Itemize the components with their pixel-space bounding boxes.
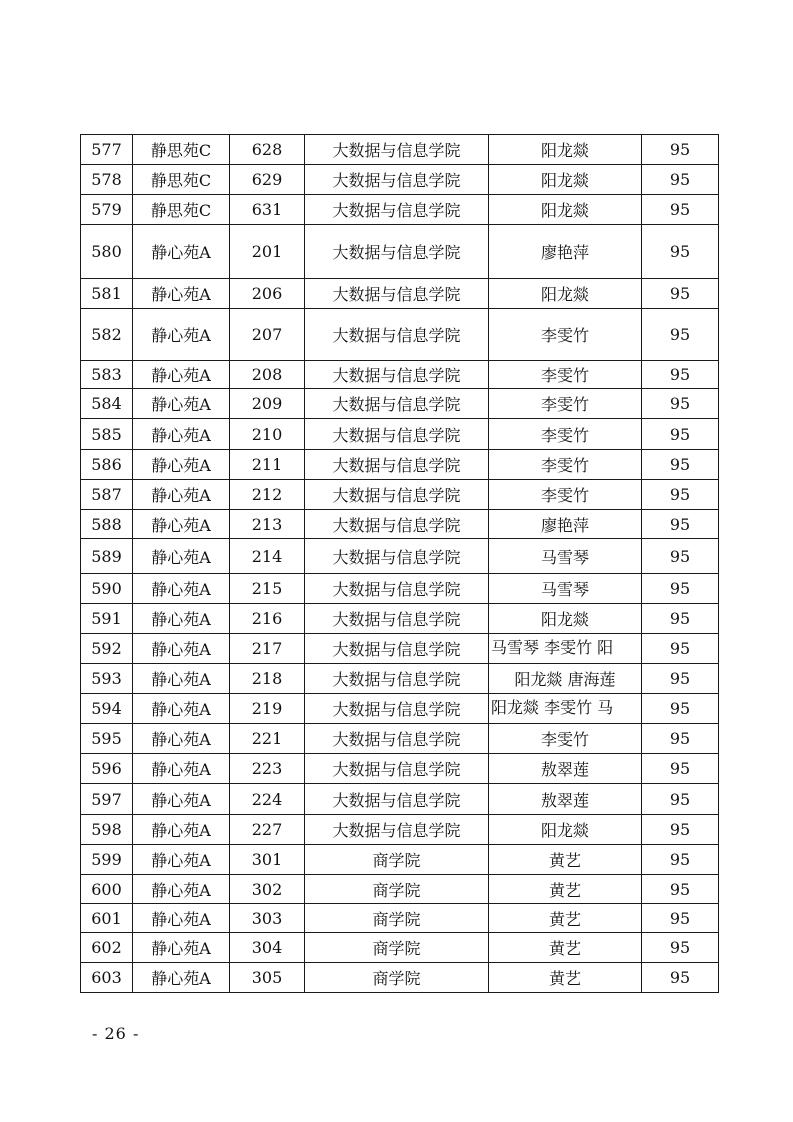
cell-college: 商学院	[305, 845, 489, 875]
cell-building: 静心苑A	[133, 904, 230, 933]
cell-name: 廖艳萍	[489, 225, 642, 279]
cell-building: 静心苑A	[133, 724, 230, 754]
cell-name: 阳龙燚	[489, 135, 642, 165]
cell-building: 静心苑A	[133, 604, 230, 634]
cell-score: 95	[642, 419, 719, 450]
table-row	[81, 389, 719, 419]
cell-room: 213	[230, 510, 305, 539]
cell-building: 静心苑A	[133, 963, 230, 993]
cell-college: 大数据与信息学院	[305, 480, 489, 510]
cell-building: 静心苑A	[133, 933, 230, 963]
cell-room: 304	[230, 933, 305, 963]
cell-college: 大数据与信息学院	[305, 664, 489, 694]
cell-name: 阳龙燚	[489, 279, 642, 309]
cell-name: 阳龙燚	[489, 165, 642, 195]
cell-room: 214	[230, 539, 305, 574]
table-row	[81, 784, 719, 815]
table-row	[81, 309, 719, 361]
cell-number: 587	[81, 480, 133, 510]
table-row	[81, 875, 719, 904]
cell-college: 大数据与信息学院	[305, 815, 489, 845]
cell-name: 阳龙燚	[489, 604, 642, 634]
cell-score: 95	[642, 963, 719, 993]
table-row	[81, 963, 719, 993]
cell-name: 阳龙燚	[489, 195, 642, 225]
cell-room: 224	[230, 784, 305, 815]
table-row	[81, 195, 719, 225]
table-row	[81, 815, 719, 845]
cell-number: 583	[81, 361, 133, 389]
cell-score: 95	[642, 604, 719, 634]
cell-building: 静心苑A	[133, 450, 230, 480]
table-row	[81, 165, 719, 195]
cell-room: 628	[230, 135, 305, 165]
cell-score: 95	[642, 279, 719, 309]
cell-room: 221	[230, 724, 305, 754]
cell-number: 590	[81, 574, 133, 604]
cell-room: 219	[230, 694, 305, 724]
cell-number: 600	[81, 875, 133, 904]
table-row	[81, 279, 719, 309]
cell-building: 静心苑A	[133, 510, 230, 539]
cell-building: 静心苑A	[133, 225, 230, 279]
cell-building: 静思苑C	[133, 135, 230, 165]
cell-number: 603	[81, 963, 133, 993]
cell-score: 95	[642, 539, 719, 574]
table-row	[81, 664, 719, 694]
cell-score: 95	[642, 664, 719, 694]
cell-building: 静心苑A	[133, 754, 230, 784]
cell-college: 大数据与信息学院	[305, 450, 489, 480]
cell-name: 李雯竹	[489, 309, 642, 361]
cell-name: 阳龙燚 唐海莲	[489, 664, 642, 694]
cell-room: 301	[230, 845, 305, 875]
cell-college: 商学院	[305, 875, 489, 904]
cell-building: 静心苑A	[133, 664, 230, 694]
cell-number: 579	[81, 195, 133, 225]
cell-name: 敖翠莲	[489, 784, 642, 815]
cell-name: 马雪琴	[489, 539, 642, 574]
cell-number: 581	[81, 279, 133, 309]
cell-college: 大数据与信息学院	[305, 539, 489, 574]
cell-college: 大数据与信息学院	[305, 694, 489, 724]
table-row	[81, 634, 719, 664]
cell-college: 大数据与信息学院	[305, 754, 489, 784]
cell-name: 马雪琴	[489, 574, 642, 604]
cell-name: 黄艺	[489, 875, 642, 904]
cell-score: 95	[642, 784, 719, 815]
cell-name: 李雯竹	[489, 480, 642, 510]
cell-room: 211	[230, 450, 305, 480]
cell-room: 217	[230, 634, 305, 664]
cell-college: 大数据与信息学院	[305, 135, 489, 165]
cell-number: 578	[81, 165, 133, 195]
cell-name: 李雯竹	[489, 450, 642, 480]
cell-name: 李雯竹	[489, 389, 642, 419]
cell-number: 591	[81, 604, 133, 634]
cell-score: 95	[642, 875, 719, 904]
cell-score: 95	[642, 510, 719, 539]
cell-number: 589	[81, 539, 133, 574]
cell-score: 95	[642, 165, 719, 195]
cell-college: 商学院	[305, 963, 489, 993]
cell-room: 209	[230, 389, 305, 419]
cell-room: 629	[230, 165, 305, 195]
cell-number: 585	[81, 419, 133, 450]
cell-building: 静思苑C	[133, 195, 230, 225]
cell-college: 大数据与信息学院	[305, 361, 489, 389]
cell-number: 594	[81, 694, 133, 724]
cell-room: 206	[230, 279, 305, 309]
cell-room: 303	[230, 904, 305, 933]
cell-name: 黄艺	[489, 963, 642, 993]
cell-score: 95	[642, 724, 719, 754]
cell-building: 静心苑A	[133, 694, 230, 724]
cell-room: 631	[230, 195, 305, 225]
inspection-table	[80, 134, 719, 993]
table-row	[81, 933, 719, 963]
cell-number: 602	[81, 933, 133, 963]
cell-building: 静心苑A	[133, 784, 230, 815]
cell-building: 静心苑A	[133, 574, 230, 604]
cell-college: 大数据与信息学院	[305, 510, 489, 539]
cell-room: 305	[230, 963, 305, 993]
cell-building: 静心苑A	[133, 845, 230, 875]
cell-number: 588	[81, 510, 133, 539]
cell-college: 大数据与信息学院	[305, 309, 489, 361]
table-row	[81, 694, 719, 724]
cell-number: 584	[81, 389, 133, 419]
cell-building: 静心苑A	[133, 361, 230, 389]
cell-room: 201	[230, 225, 305, 279]
cell-number: 596	[81, 754, 133, 784]
table-row	[81, 539, 719, 574]
table-row	[81, 419, 719, 450]
table-row	[81, 845, 719, 875]
cell-number: 595	[81, 724, 133, 754]
cell-building: 静心苑A	[133, 480, 230, 510]
cell-score: 95	[642, 361, 719, 389]
cell-name-text: 马雪琴 李雯竹 阳	[491, 637, 614, 657]
cell-score: 95	[642, 389, 719, 419]
cell-room: 207	[230, 309, 305, 361]
cell-college: 商学院	[305, 933, 489, 963]
cell-room: 208	[230, 361, 305, 389]
table-row	[81, 574, 719, 604]
cell-score: 95	[642, 309, 719, 361]
cell-room: 218	[230, 664, 305, 694]
cell-name	[489, 694, 642, 724]
cell-building: 静心苑A	[133, 815, 230, 845]
cell-college: 大数据与信息学院	[305, 574, 489, 604]
cell-building: 静思苑C	[133, 165, 230, 195]
cell-college: 大数据与信息学院	[305, 634, 489, 664]
cell-score: 95	[642, 815, 719, 845]
cell-building: 静心苑A	[133, 279, 230, 309]
cell-college: 大数据与信息学院	[305, 604, 489, 634]
cell-college: 大数据与信息学院	[305, 225, 489, 279]
cell-score: 95	[642, 574, 719, 604]
cell-college: 商学院	[305, 904, 489, 933]
cell-room: 227	[230, 815, 305, 845]
cell-name: 廖艳萍	[489, 510, 642, 539]
cell-score: 95	[642, 694, 719, 724]
table-row	[81, 480, 719, 510]
table-body	[81, 135, 719, 993]
cell-number: 601	[81, 904, 133, 933]
cell-name: 敖翠莲	[489, 754, 642, 784]
cell-number: 597	[81, 784, 133, 815]
cell-number: 599	[81, 845, 133, 875]
table-row	[81, 754, 719, 784]
cell-building: 静心苑A	[133, 634, 230, 664]
cell-name: 黄艺	[489, 845, 642, 875]
table-row	[81, 450, 719, 480]
cell-number: 577	[81, 135, 133, 165]
cell-college: 大数据与信息学院	[305, 419, 489, 450]
cell-score: 95	[642, 754, 719, 784]
cell-building: 静心苑A	[133, 875, 230, 904]
cell-score: 95	[642, 634, 719, 664]
cell-number: 592	[81, 634, 133, 664]
table-row	[81, 904, 719, 933]
cell-score: 95	[642, 195, 719, 225]
cell-name: 黄艺	[489, 904, 642, 933]
cell-name: 李雯竹	[489, 419, 642, 450]
table-row	[81, 225, 719, 279]
cell-building: 静心苑A	[133, 419, 230, 450]
cell-room: 215	[230, 574, 305, 604]
table-row	[81, 361, 719, 389]
cell-score: 95	[642, 904, 719, 933]
cell-college: 大数据与信息学院	[305, 784, 489, 815]
cell-building: 静心苑A	[133, 309, 230, 361]
cell-score: 95	[642, 135, 719, 165]
cell-score: 95	[642, 450, 719, 480]
cell-college: 大数据与信息学院	[305, 724, 489, 754]
cell-score: 95	[642, 480, 719, 510]
cell-number: 582	[81, 309, 133, 361]
cell-college: 大数据与信息学院	[305, 165, 489, 195]
cell-room: 216	[230, 604, 305, 634]
cell-name: 李雯竹	[489, 361, 642, 389]
cell-number: 580	[81, 225, 133, 279]
cell-name: 黄艺	[489, 933, 642, 963]
cell-room: 223	[230, 754, 305, 784]
page-number: - 26 -	[92, 1024, 140, 1043]
table-row	[81, 724, 719, 754]
cell-score: 95	[642, 225, 719, 279]
cell-room: 212	[230, 480, 305, 510]
cell-name-text: 阳龙燚 李雯竹 马	[491, 697, 614, 717]
cell-name	[489, 634, 642, 664]
cell-score: 95	[642, 845, 719, 875]
cell-room: 210	[230, 419, 305, 450]
table-row	[81, 135, 719, 165]
cell-number: 593	[81, 664, 133, 694]
cell-building: 静心苑A	[133, 389, 230, 419]
cell-name: 阳龙燚	[489, 815, 642, 845]
cell-building: 静心苑A	[133, 539, 230, 574]
cell-college: 大数据与信息学院	[305, 389, 489, 419]
cell-name: 李雯竹	[489, 724, 642, 754]
cell-number: 598	[81, 815, 133, 845]
cell-room: 302	[230, 875, 305, 904]
cell-college: 大数据与信息学院	[305, 279, 489, 309]
table-row	[81, 510, 719, 539]
cell-number: 586	[81, 450, 133, 480]
cell-score: 95	[642, 933, 719, 963]
cell-college: 大数据与信息学院	[305, 195, 489, 225]
table-row	[81, 604, 719, 634]
